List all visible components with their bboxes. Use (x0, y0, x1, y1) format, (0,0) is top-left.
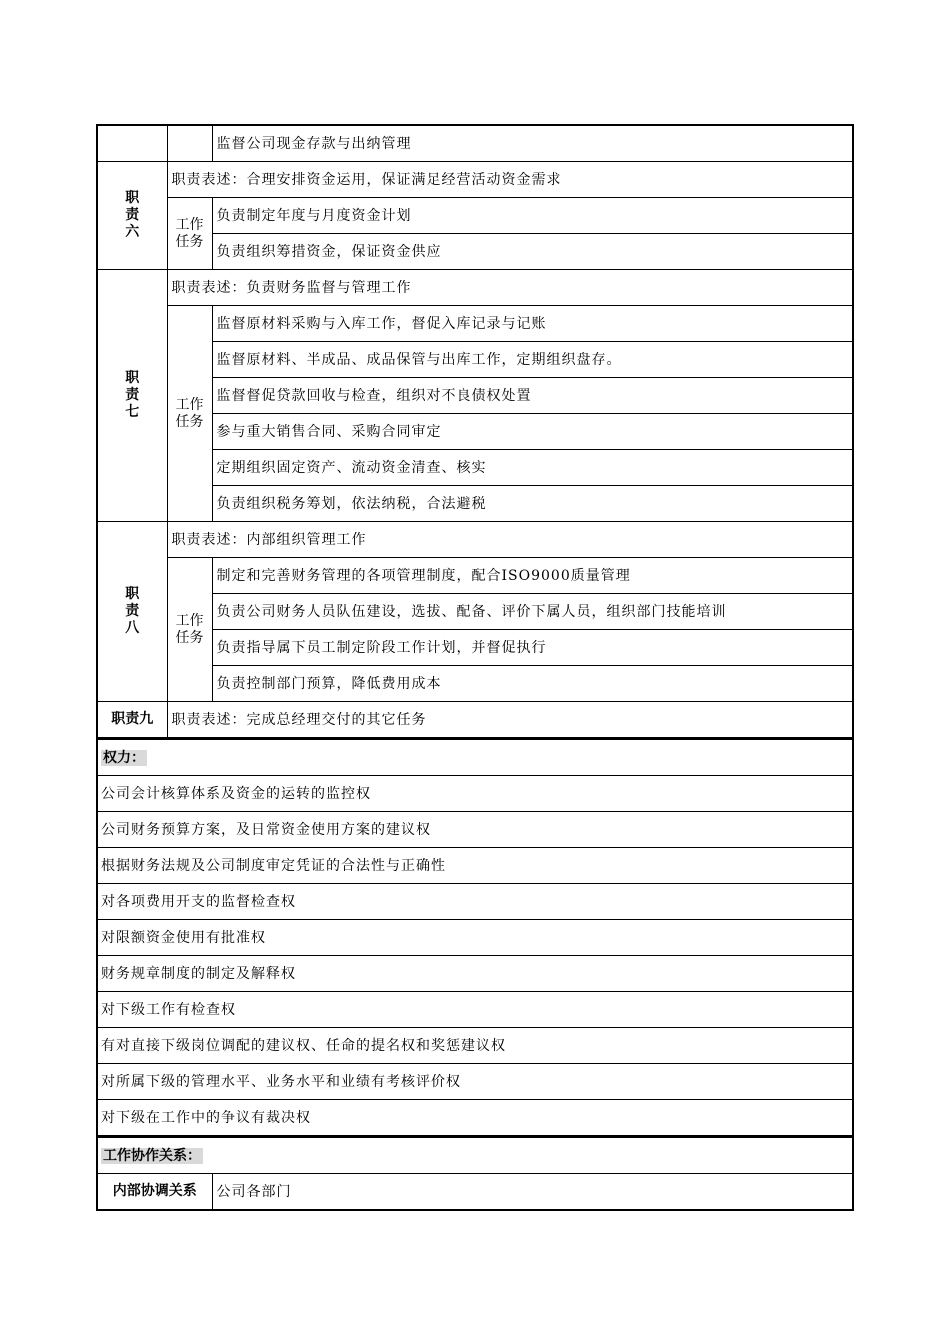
duty-label-char: 八 (125, 620, 140, 636)
authority-row (97, 1064, 853, 1100)
work-task-label (167, 198, 212, 270)
internal-coordination-label: 内部协调关系 (97, 1174, 212, 1211)
work-task-label (167, 558, 212, 702)
duties-table (96, 124, 854, 739)
duty-statement-row (97, 162, 853, 198)
work-task-label-line: 工作 (175, 396, 204, 413)
task-cell: 监督督促贷款回收与检查，组织对不良债权处置 (212, 378, 853, 414)
work-task-label-line: 工作 (175, 612, 204, 629)
duty-statement: 职责表述：合理安排资金运用，保证满足经营活动资金需求 (167, 162, 853, 198)
authority-table (96, 739, 854, 1137)
task-cell: 负责组织税务筹划，依法纳税，合法避税 (212, 486, 853, 522)
job-description-sheet (96, 124, 854, 1211)
authority-row (97, 776, 853, 812)
task-cell: 负责组织筹措资金，保证资金供应 (212, 234, 853, 270)
duty-task-row (97, 198, 853, 234)
authority-title: 权力： (103, 749, 145, 766)
task-cell: 负责制定年度与月度资金计划 (212, 198, 853, 234)
duty-statement-row (97, 270, 853, 306)
work-task-label-line: 任务 (175, 413, 204, 430)
cooperation-header-cell (97, 1138, 853, 1174)
task-cell: 监督公司现金存款与出纳管理 (212, 125, 853, 162)
authority-item: 有对直接下级岗位调配的建议权、任命的提名权和奖惩建议权 (97, 1028, 853, 1064)
internal-coordination-value: 公司各部门 (212, 1174, 853, 1211)
task-cell: 负责控制部门预算，降低费用成本 (212, 666, 853, 702)
authority-item: 对所属下级的管理水平、业务水平和业绩有考核评价权 (97, 1064, 853, 1100)
cooperation-title: 工作协作关系： (103, 1147, 201, 1164)
authority-row (97, 1028, 853, 1064)
authority-header-cell (97, 740, 853, 776)
duty-label-char: 职 (125, 190, 140, 206)
duty-statement: 职责表述：负责财务监督与管理工作 (167, 270, 853, 306)
duty-label-char: 责 (125, 603, 140, 619)
empty-cell (97, 125, 167, 162)
authority-item: 对下级在工作中的争议有裁决权 (97, 1100, 853, 1137)
task-cell: 负责公司财务人员队伍建设，选拔、配备、评价下属人员，组织部门技能培训 (212, 594, 853, 630)
authority-row (97, 884, 853, 920)
authority-row (97, 992, 853, 1028)
cooperation-table (96, 1137, 854, 1211)
authority-item: 对下级工作有检查权 (97, 992, 853, 1028)
duty-label (97, 522, 167, 702)
work-task-label (167, 306, 212, 522)
duty-label-char: 职 (125, 586, 140, 602)
internal-coordination-row (97, 1174, 853, 1211)
task-cell: 监督原材料、半成品、成品保管与出库工作，定期组织盘存。 (212, 342, 853, 378)
duty-statement: 职责表述：完成总经理交付的其它任务 (167, 702, 853, 739)
duty-label-char: 职 (125, 370, 140, 386)
authority-header-row (97, 740, 853, 776)
duty-nine-label: 职责九 (97, 702, 167, 739)
duty-label-char: 七 (125, 404, 140, 420)
cooperation-header-row (97, 1138, 853, 1174)
duty-task-row (97, 306, 853, 342)
duty-nine-row (97, 702, 853, 739)
duty-statement: 职责表述：内部组织管理工作 (167, 522, 853, 558)
authority-item: 根据财务法规及公司制度审定凭证的合法性与正确性 (97, 848, 853, 884)
duty-label-char: 六 (125, 224, 140, 240)
duty-label (97, 162, 167, 270)
authority-row (97, 920, 853, 956)
task-cell: 参与重大销售合同、采购合同审定 (212, 414, 853, 450)
continued-row (97, 125, 853, 162)
empty-cell (167, 125, 212, 162)
authority-row (97, 848, 853, 884)
task-cell: 监督原材料采购与入库工作，督促入库记录与记账 (212, 306, 853, 342)
authority-row (97, 956, 853, 992)
authority-row (97, 1100, 853, 1137)
duty-label-char: 责 (125, 207, 140, 223)
work-task-label-line: 任务 (175, 233, 204, 250)
task-cell: 定期组织固定资产、流动资金清查、核实 (212, 450, 853, 486)
work-task-label-line: 工作 (175, 216, 204, 233)
work-task-label-line: 任务 (175, 629, 204, 646)
duty-label (97, 270, 167, 522)
authority-row (97, 812, 853, 848)
authority-item: 公司会计核算体系及资金的运转的监控权 (97, 776, 853, 812)
authority-item: 对各项费用开支的监督检查权 (97, 884, 853, 920)
task-cell: 负责指导属下员工制定阶段工作计划，并督促执行 (212, 630, 853, 666)
duty-label-char: 责 (125, 387, 140, 403)
duty-task-row (97, 558, 853, 594)
authority-item: 财务规章制度的制定及解释权 (97, 956, 853, 992)
task-cell: 制定和完善财务管理的各项管理制度，配合ISO9000质量管理 (212, 558, 853, 594)
authority-item: 公司财务预算方案，及日常资金使用方案的建议权 (97, 812, 853, 848)
authority-item: 对限额资金使用有批准权 (97, 920, 853, 956)
duty-statement-row (97, 522, 853, 558)
